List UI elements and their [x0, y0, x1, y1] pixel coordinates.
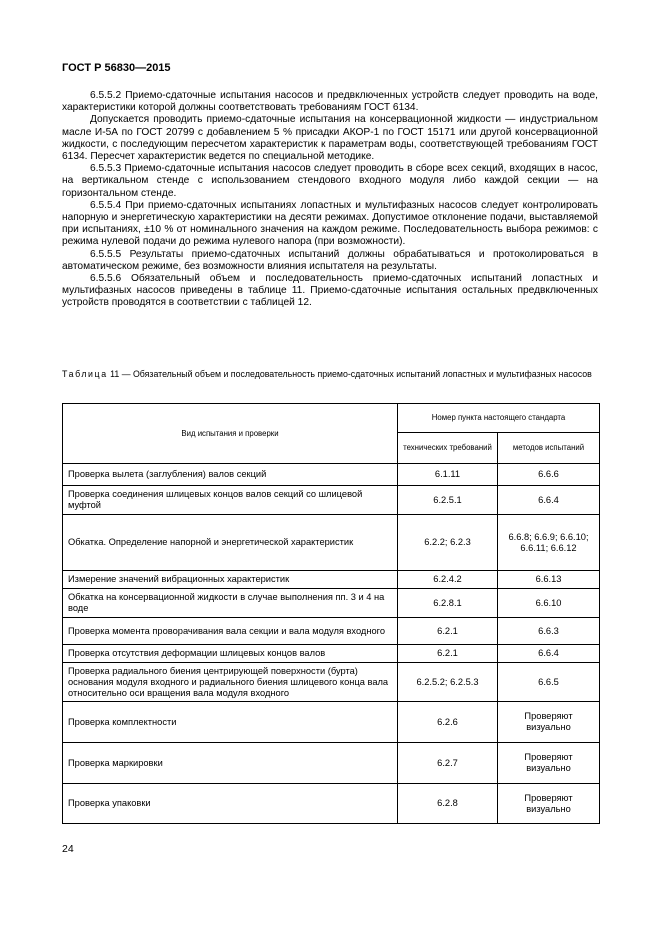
table-row — [63, 571, 600, 589]
paragraph: 6.5.5.4 При приемо-сдаточных испытаниях лопастных и мультифазных насосов следует контролировать напорную и энергетическую характеристики на десяти режимах. Допустимое отклонение подачи, выставляемой при испытаниях, ±10 % от номинального значения на каждом режиме. Последовательность выбора режимов: с режима нулевой подачи до режима нулевого напора (при возможности). — [62, 199, 598, 248]
test-name-cell: Проверка радиального биения центрирующей поверхности (бурта) основания модуля входного и радиального биения шлицевого конца вала относительно оси вращения вала модуля входного — [63, 663, 398, 702]
test-name-cell: Обкатка. Определение напорной и энергетической характеристик — [63, 515, 398, 571]
header-test-type: Вид испытания и проверки — [63, 404, 398, 464]
method-clause-cell: Проверяют визуально — [498, 784, 600, 824]
table-row — [63, 618, 600, 645]
header-clause-number: Номер пункта настоящего стандарта — [398, 404, 600, 433]
method-clause-cell: 6.6.4 — [498, 645, 600, 663]
paragraph: Допускается проводить приемо-сдаточные испытания на консервационной жидкости — индустриальном масле И-5А по ГОСТ 20799 с добавлением 5 % присадки АКОР-1 по ГОСТ 15171 или другой консервационной жидкости, с последующим пересчетом характеристик к параметрам воды, соответствующей требованиям ГОСТ 6134. Пересчет характеристик ведется по специальной методике. — [62, 114, 598, 163]
test-name-cell: Проверка отсутствия деформации шлицевых концов валов — [63, 645, 398, 663]
header-test-methods: методов испытаний — [498, 433, 600, 464]
requirement-clause-cell: 6.2.6 — [398, 702, 498, 743]
requirement-clause-cell: 6.2.7 — [398, 743, 498, 784]
table-row — [63, 589, 600, 618]
method-clause-cell: Проверяют визуально — [498, 702, 600, 743]
test-name-cell: Проверка комплектности — [63, 702, 398, 743]
table-row — [63, 515, 600, 571]
paragraph: 6.5.5.6 Обязательный объем и последовательность приемо-сдаточных испытаний лопастных и мультифазных насосов приведены в таблице 11. Приемо-сдаточные испытания остальных предвключенных устройств проводятся в соответствии с таблицей 12. — [62, 273, 598, 309]
test-table — [62, 403, 600, 824]
paragraph: 6.5.5.2 Приемо-сдаточные испытания насосов и предвключенных устройств следует проводить на воде, характеристики которой должны соответствовать требованиям ГОСТ 6134. — [62, 90, 598, 114]
table-caption-label: Таблица — [62, 369, 108, 379]
method-clause-cell: 6.6.8; 6.6.9; 6.6.10; 6.6.11; 6.6.12 — [498, 515, 600, 571]
paragraph: 6.5.5.5 Результаты приемо-сдаточных испытаний должны обрабатываться и протоколироваться в автоматическом режиме, без возможности влияния испытателя на результаты. — [62, 248, 598, 272]
method-clause-cell: Проверяют визуально — [498, 743, 600, 784]
method-clause-cell: 6.6.4 — [498, 486, 600, 515]
test-name-cell: Проверка соединения шлицевых концов валов секций со шлицевой муфтой — [63, 486, 398, 515]
method-clause-cell: 6.6.10 — [498, 589, 600, 618]
table-row — [63, 784, 600, 824]
test-name-cell: Проверка момента проворачивания вала секции и вала модуля входного — [63, 618, 398, 645]
test-name-cell: Проверка маркировки — [63, 743, 398, 784]
table-row — [63, 464, 600, 486]
requirement-clause-cell: 6.1.11 — [398, 464, 498, 486]
method-clause-cell: 6.6.13 — [498, 571, 600, 589]
test-name-cell: Проверка упаковки — [63, 784, 398, 824]
table-caption-text: 11 — Обязательный объем и последовательность приемо-сдаточных испытаний лопастных и мультифазных насосов — [107, 369, 592, 379]
header-technical-requirements: технических требований — [398, 433, 498, 464]
requirement-clause-cell: 6.2.1 — [398, 645, 498, 663]
paragraph: 6.5.5.3 Приемо-сдаточные испытания насосов следует проводить в сборе всех секций, входящих в насос, на вертикальном стенде с использованием стендового входного модуля либо каждой секции — на горизонтальном стенде. — [62, 163, 598, 199]
page-number: 24 — [62, 843, 74, 855]
table-row — [63, 702, 600, 743]
requirement-clause-cell: 6.2.2; 6.2.3 — [398, 515, 498, 571]
method-clause-cell: 6.6.3 — [498, 618, 600, 645]
method-clause-cell: 6.6.6 — [498, 464, 600, 486]
body-text — [62, 90, 598, 310]
requirement-clause-cell: 6.2.8.1 — [398, 589, 498, 618]
test-name-cell: Проверка вылета (заглубления) валов секций — [63, 464, 398, 486]
requirement-clause-cell: 6.2.5.1 — [398, 486, 498, 515]
table-row — [63, 743, 600, 784]
requirement-clause-cell: 6.2.4.2 — [398, 571, 498, 589]
table-row — [63, 486, 600, 515]
requirement-clause-cell: 6.2.1 — [398, 618, 498, 645]
table-caption — [62, 369, 598, 381]
test-name-cell: Измерение значений вибрационных характеристик — [63, 571, 398, 589]
method-clause-cell: 6.6.5 — [498, 663, 600, 702]
document-header: ГОСТ Р 56830—2015 — [62, 62, 171, 74]
requirement-clause-cell: 6.2.5.2; 6.2.5.3 — [398, 663, 498, 702]
test-name-cell: Обкатка на консервационной жидкости в случае выполнения пп. 3 и 4 на воде — [63, 589, 398, 618]
table-row — [63, 663, 600, 702]
requirement-clause-cell: 6.2.8 — [398, 784, 498, 824]
table-row — [63, 645, 600, 663]
